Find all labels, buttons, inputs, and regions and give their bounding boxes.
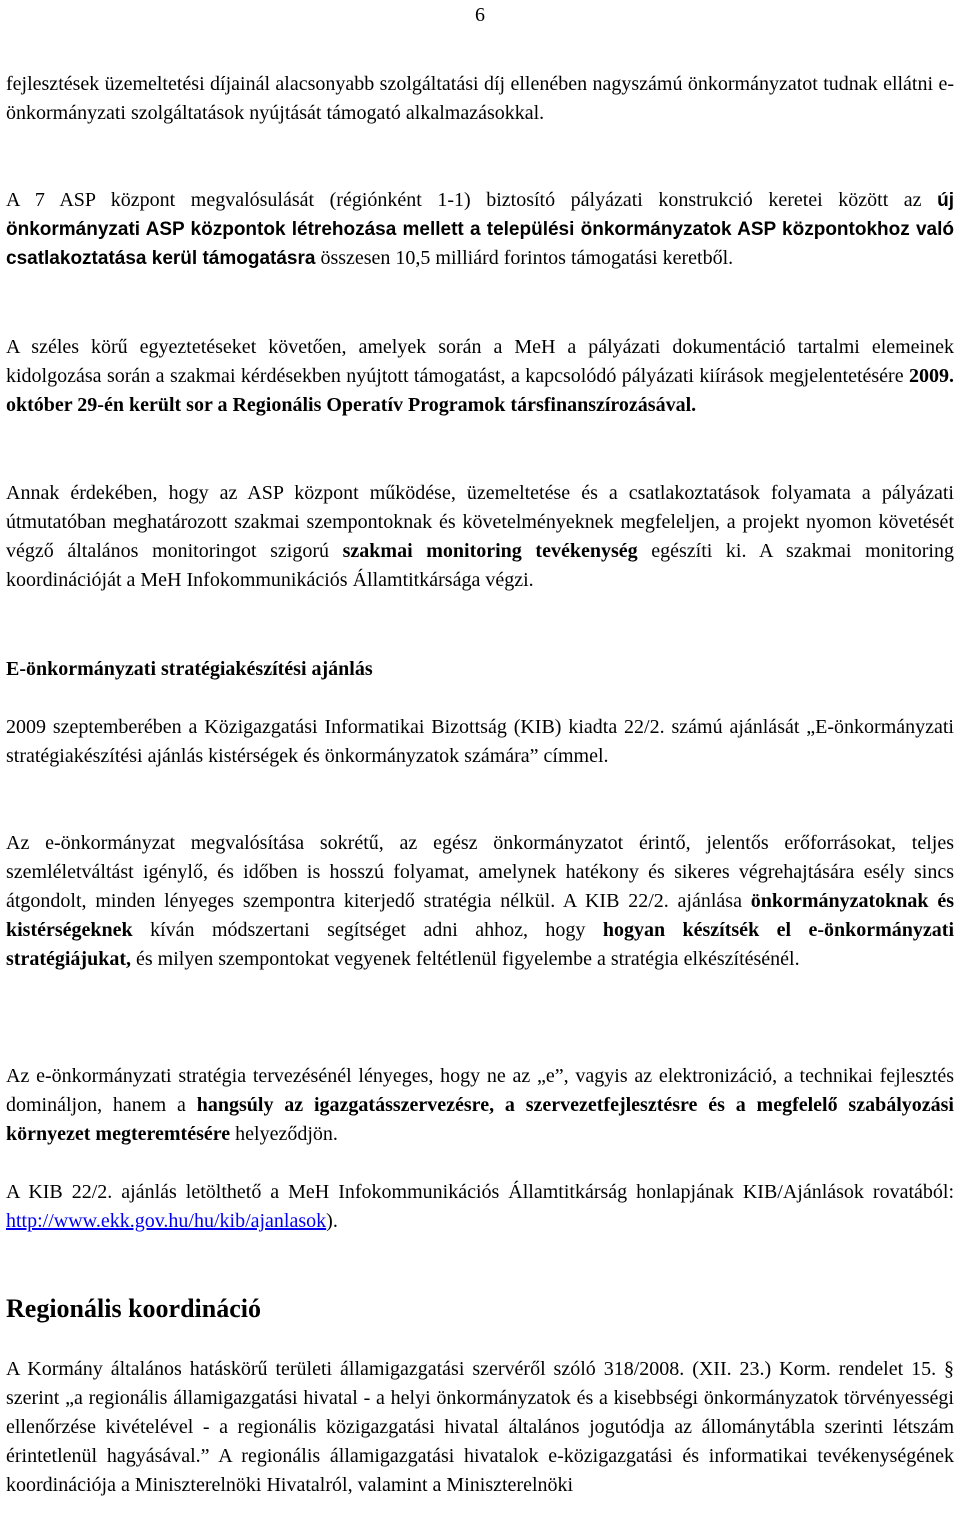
text-span: A 7 ASP központ megvalósulását (régiónként 1-1) biztosító pályázati konstrukció keretei között az [6, 189, 938, 211]
bold-span: 2009. október 29-én került sor a Regionális Operatív Programok társfinanszírozásával. [6, 365, 954, 416]
text-span: Annak érdekében, hogy az ASP központ működése, üzemeltetése és a csatlakoztatások folyamata a pályázati útmutatóban meghatározott szakmai szempontoknak és követelményeknek megfeleljen, a projekt nyomon követését végző általános monitoringot szigorú [6, 482, 954, 562]
heading-regional-coordination: Regionális koordináció [6, 1294, 261, 1323]
bold-span: szakmai monitoring tevékenység [342, 540, 638, 562]
paragraph-e-government-strategy [6, 829, 954, 974]
text-span: A KIB 22/2. ajánlás letölthető a MeH Infokommunikációs Államtitkárság honlapjának KIB/Ajánlások rovatából: [6, 1181, 954, 1203]
text-span: kíván módszertani segítséget adni ahhoz, hogy [132, 919, 603, 941]
page-number: 6 [475, 4, 485, 26]
bold-span: új önkormányzati ASP központok létrehozása mellett a települési önkormányzatok ASP központokhoz való csatlakoztatása kerül támogatásra [6, 190, 954, 269]
text-span: és milyen szempontokat vegyenek feltétlenül figyelembe a stratégia elkészítésénél. [130, 948, 800, 970]
text-span: egészíti ki. A szakmai monitoring koordinációját a MeH Infokommunikációs Államtitkársága végzi. [6, 540, 954, 591]
heading-strategy-recommendation: E-önkormányzati stratégiakészítési ajánlás [6, 658, 373, 680]
text-span: helyeződjön. [230, 1123, 338, 1145]
paragraph-kib-issued: 2009 szeptemberében a Közigazgatási Informatikai Bizottság (KIB) kiadta 22/2. számú ajánlását „E-önkormányzati stratégiakészítési ajánlás kistérségek és önkormányzatok számára” címmel. [6, 716, 954, 767]
bold-span: hangsúly az igazgatásszervezésre, a szervezetfejlesztésre és a megfelelő szabályozási környezet megteremtésére [6, 1094, 954, 1145]
paragraph-emphasis [6, 1062, 954, 1149]
kib-recommendations-link[interactable]: http://www.ekk.gov.hu/hu/kib/ajanlasok [6, 1210, 327, 1232]
text-span: ). [326, 1210, 338, 1232]
paragraph-download [6, 1178, 954, 1236]
paragraph-fees: fejlesztések üzemeltetési díjainál alacsonyabb szolgáltatási díj ellenében nagyszámú önkormányzatot tudnak ellátni e-önkormányzati szolgáltatások nyújtását támogató alkalmazásokkal. [6, 73, 954, 124]
text-span: A széles körű egyeztetéseket követően, amelyek során a MeH a pályázati dokumentáció tartalmi elemeinek kidolgozása során a szakmai kérdésekben nyújtott támogatást, a kapcsolódó pályázati kiírások megjelentetésére [6, 336, 954, 387]
text-span: Az e-önkormányzat megvalósítása sokrétű, az egész önkormányzatot érintő, jelentős erőforrásokat, teljes szemléletváltást igénylő, és időben is hosszú folyamat, amelynek hatékony és sikeres végrehajtására esély sincs átgondolt, minden lényeges szempontra kiterjedő stratégia nélkül. A KIB 22/2. ajánlása [6, 832, 954, 912]
paragraph-monitoring [6, 479, 954, 595]
bold-span: hogyan készítsék el e-önkormányzati stratégiájukat, [6, 919, 954, 970]
paragraph-asp-centres [6, 186, 954, 273]
text-span: Az e-önkormányzati stratégia tervezésénél lényeges, hogy ne az „e”, vagyis az elektronizáció, a technikai fejlesztés domináljon, hanem a [6, 1065, 954, 1116]
bold-span: önkormányzatoknak és kistérségeknek [6, 890, 954, 941]
text-span: összesen 10,5 milliárd forintos támogatási keretből. [315, 247, 734, 269]
paragraph-government-decree: A Kormány általános hatáskörű területi államigazgatási szervéről szóló 318/2008. (XII. 23.) Korm. rendelet 15. § szerint „a regionális államigazgatási hivatal - a helyi önkormányzatok és a kisebbségi önkormányzatok törvényességi ellenőrzése kivételével - a regionális közigazgatási hivatal általános jogutódja az állománytábla szerinti létszám érintetlenül hagyásával.” A regionális államigazgatási hivatalok e-közigazgatási és informatikai tevékenységének koordinációja a Miniszterelnöki Hivatalról, valamint a Miniszterelnöki [6, 1358, 954, 1496]
paragraph-consultations [6, 333, 954, 420]
